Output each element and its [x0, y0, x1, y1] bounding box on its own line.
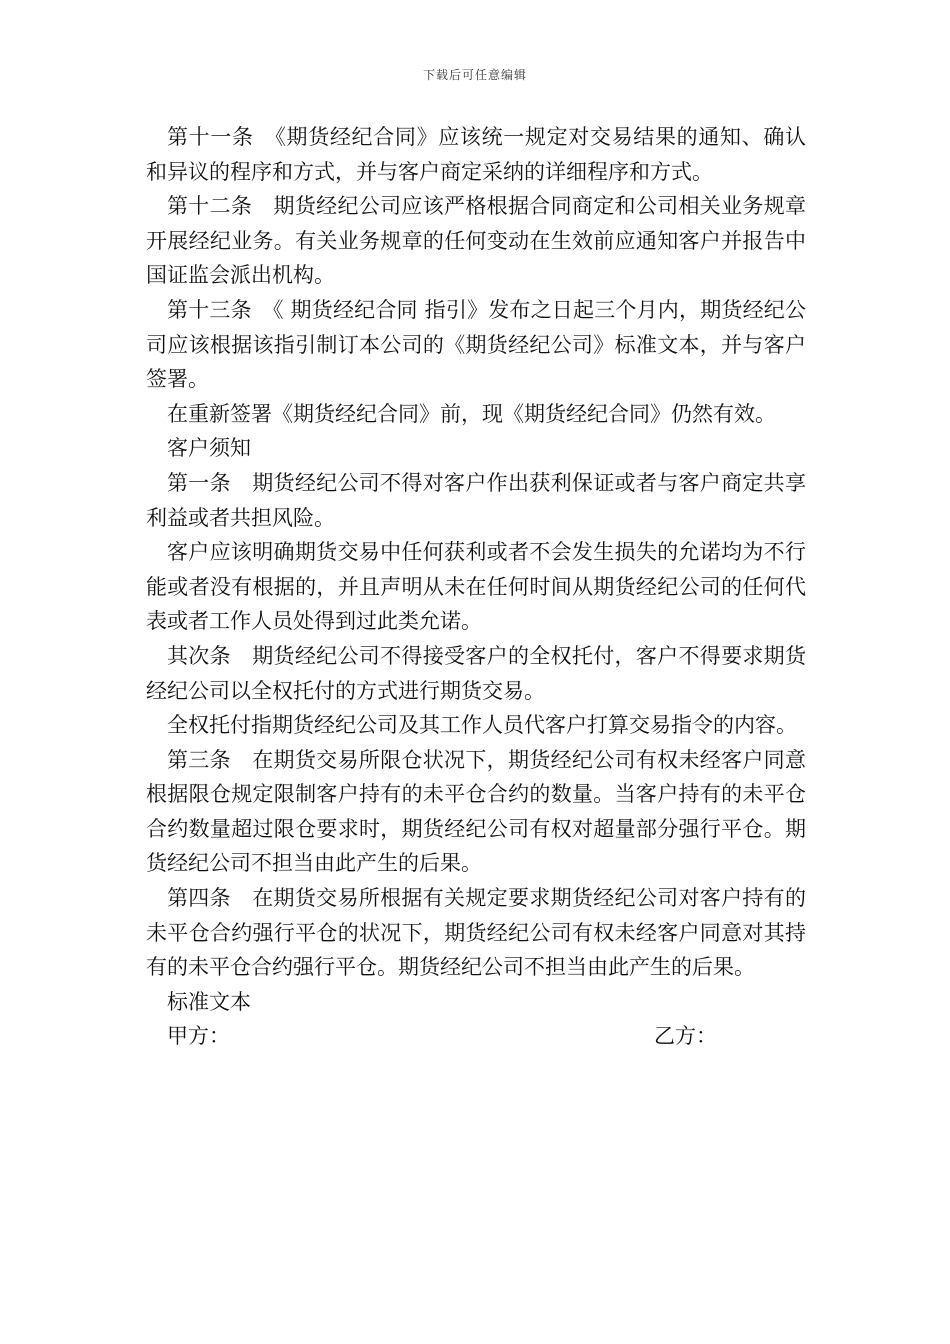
page-header-note: 下载后可任意编辑 [422, 68, 527, 82]
section-heading-standard-text: 标准文本 [167, 989, 251, 1014]
notice-article-2-detail: 全权托付指期货经纪公司及其工作人员代客户打算交易指令的内容。 [167, 713, 797, 738]
party-b-label: 乙方： [654, 1024, 717, 1049]
section-heading-customer-notice: 客户须知 [167, 436, 251, 461]
signature-row [146, 1019, 806, 1054]
article-13: 第十三条 《 期货经纪合同 指引》发布之日起三个月内，期货经纪公司应该根据该指引制订本公司的《期货经纪公司》标准文本，并与客户签署。 [146, 297, 806, 392]
notice-article-1: 第一条 期货经纪公司不得对客户作出获利保证或者与客户商定共享利益或者共担风险。 [146, 470, 806, 530]
article-11: 第十一条 《期货经纪合同》应该统一规定对交易结果的通知、确认和异议的程序和方式，并与客户商定采纳的详细程序和方式。 [146, 125, 806, 184]
party-a-label: 甲方： [167, 1024, 230, 1049]
notice-article-1-detail: 客户应该明确期货交易中任何获利或者不会发生损失的允诺均为不行能或者没有根据的，并且声明从未在任何时间从期货经纪公司的任何代表或者工作人员处得到过此类允诺。 [146, 540, 806, 634]
document-body [146, 120, 806, 1054]
notice-article-4: 第四条 在期货交易所根据有关规定要求期货经纪公司对客户持有的未平仓合约强行平仓的状况下，期货经纪公司有权未经客户同意对其持有的未平仓合约强行平仓。期货经纪公司不担当由此产生的后果。 [146, 886, 806, 980]
notice-article-3: 第三条 在期货交易所限仓状况下，期货经纪公司有权未经客户同意根据限仓规定限制客户持有的未平仓合约的数量。当客户持有的未平仓合约数量超过限仓要求时，期货经纪公司有权对超量部分强行平仓。期货经纪公司不担当由此产生的后果。 [146, 747, 806, 876]
notice-article-2: 其次条 期货经纪公司不得接受客户的全权托付，客户不得要求期货经纪公司以全权托付的方式进行期货交易。 [146, 643, 806, 703]
article-12: 第十二条 期货经纪公司应该严格根据合同商定和公司相关业务规章开展经纪业务。有关业务规章的任何变动在生效前应通知客户并报告中国证监会派出机构。 [146, 194, 806, 288]
validity-note: 在重新签署《期货经纪合同》前，现《期货经纪合同》仍然有效。 [167, 401, 776, 426]
